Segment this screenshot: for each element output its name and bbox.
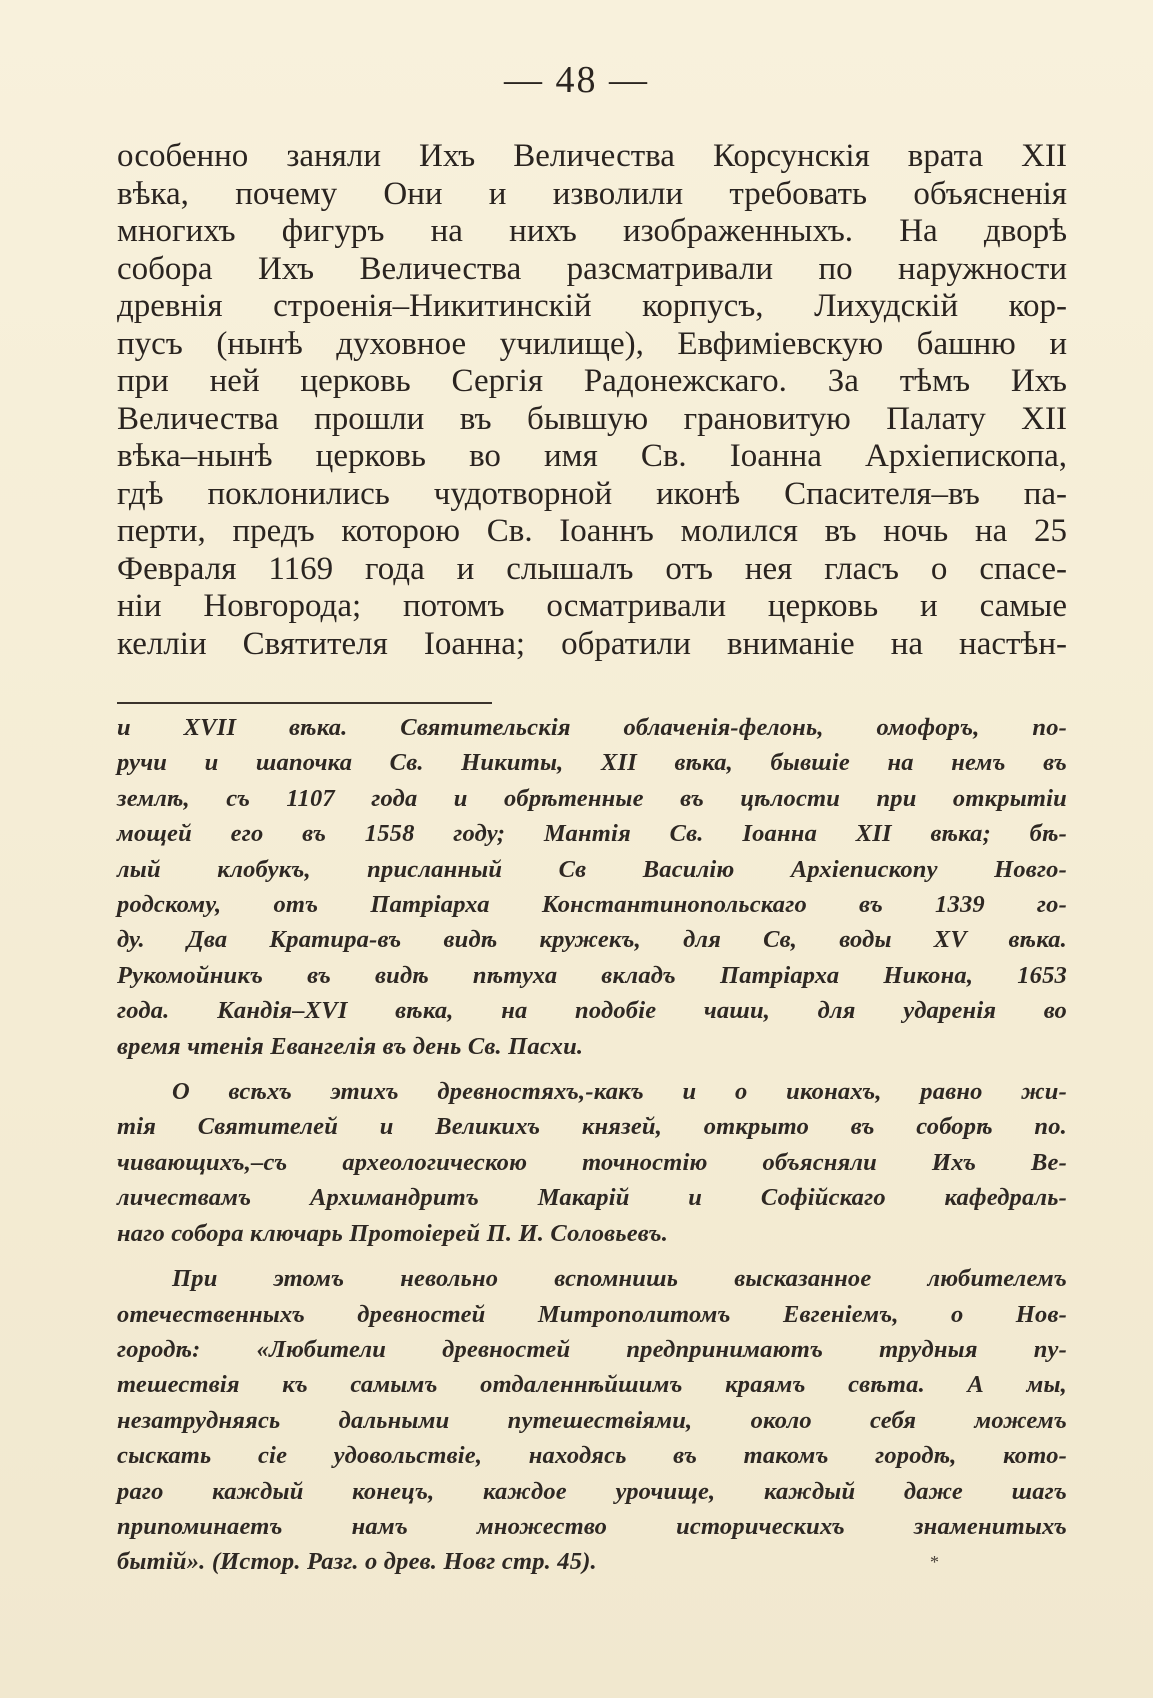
footnote-line: отечественныхъ древностей Митрополитомъ Евгеніемъ, о Нов-: [117, 1300, 1067, 1328]
footnote-line: года. Кандія–XVI вѣка, на подобіе чаши, для ударенія во: [117, 997, 1067, 1025]
text-line: пусъ (нынѣ духовное училище), Евфиміевскую башню и: [117, 325, 1067, 362]
footnote-line: мощей его въ 1558 году; Мантія Св. Іоанна XII вѣка; бѣ-: [117, 820, 1067, 848]
paragraph-gap: [117, 1064, 1067, 1074]
footnote-line: О всѣхъ этихъ древностяхъ,-какъ и о иконахъ, равно жи-: [172, 1078, 1067, 1106]
text-line: собора Ихъ Величества разсматривали по наружности: [117, 250, 1067, 287]
footnote-separator: [117, 702, 492, 704]
footnote-line: ручи и шапочка Св. Никиты, XII вѣка, бывшіе на немъ въ: [117, 749, 1067, 777]
footnote-line: раго каждый конецъ, каждое урочище, каждый даже шагъ: [117, 1477, 1067, 1505]
footnote-line: городѣ: «Любители древностей предпринимаютъ трудныя пу-: [117, 1335, 1067, 1363]
footnote-line: припоминаетъ намъ множество историческихъ знаменитыхъ: [117, 1512, 1067, 1540]
footnote-line: тія Святителей и Великихъ князей, открыто въ соборѣ по.: [117, 1113, 1067, 1141]
text-line: древнія строенія–Никитинскій корпусъ, Лихудскій кор-: [117, 288, 1067, 324]
text-line: вѣка, почему Они и изволили требовать объясненія: [117, 175, 1067, 212]
footnote-line: Рукомойникъ въ видѣ пѣтуха вкладъ Патріарха Никона, 1653: [117, 961, 1067, 989]
paragraph-gap: [117, 1251, 1067, 1261]
footnote-line: личествамъ Архимандритъ Макарій и Софійскаго кафедраль-: [117, 1184, 1067, 1212]
footnote-paragraph: [117, 1074, 1067, 1251]
footnote-line: наго собора ключарь Протоіерей П. И. Соловьевъ.: [117, 1219, 669, 1247]
footnote-marker: *: [930, 1552, 939, 1572]
text-line: келліи Святителя Іоанна; обратили вниманіе на настѣн-: [117, 625, 1067, 662]
footnote-line: бытій». (Истор. Разг. о древ. Новг стр. 45).: [117, 1548, 597, 1576]
footnote-line: тешествія къ самымъ отдаленнѣйшимъ краямъ свѣта. А мы,: [117, 1371, 1067, 1399]
footnote-line: сыскать сіе удовольствіе, находясь въ такомъ городѣ, кото-: [117, 1442, 1067, 1470]
footnote-line: землѣ, съ 1107 года и обрѣтенные въ цѣлости при открытіи: [117, 784, 1067, 812]
footnote-line: и XVII вѣка. Святительскія облаченія-фелонь, омофоръ, по-: [117, 714, 1067, 741]
page-number: — 48 —: [504, 59, 649, 101]
footnote-paragraph: [117, 710, 1067, 1064]
text-line: Февраля 1169 года и слышалъ отъ нея гласъ о спасе-: [117, 550, 1067, 587]
footnote-line: При этомъ невольно вспомнишь высказанное любителемъ: [172, 1265, 1067, 1293]
footnote-line: лый клобукъ, присланный Св Василію Архіепископу Новго-: [117, 855, 1067, 883]
text-line: ніи Новгорода; потомъ осматривали церковь и самые: [117, 588, 1067, 624]
text-line: Величества прошли въ бывшую грановитую Палату XII: [117, 400, 1067, 437]
footnote-line: ду. Два Кратира-въ видѣ кружекъ, для Св, воды XV вѣка.: [117, 926, 1067, 954]
text-line: многихъ фигуръ на нихъ изображенныхъ. На дворѣ: [117, 213, 1067, 249]
footnote-line: родскому, отъ Патріарха Константинопольскаго въ 1339 го-: [117, 891, 1067, 919]
text-line: вѣка–нынѣ церковь во имя Св. Іоанна Архіепископа,: [117, 438, 1067, 474]
footnote: [117, 710, 1067, 1580]
footnote-line: чивающихъ,–съ археологическою точностію объясняли Ихъ Ве-: [117, 1148, 1067, 1176]
text-line: гдѣ поклонились чудотворной иконѣ Спасителя–въ па-: [117, 475, 1067, 512]
footnote-line: время чтенія Евангелія въ день Св. Пасхи.: [117, 1032, 584, 1060]
footnote-paragraph: [117, 1261, 1067, 1580]
text-line: перти, предъ которою Св. Іоаннъ молился въ ночь на 25: [117, 513, 1067, 549]
footnote-line: незатрудняясь дальными путешествіями, около себя можемъ: [117, 1406, 1067, 1434]
main-text: [117, 138, 1067, 663]
text-line: особенно заняли Ихъ Величества Корсунскія врата XII: [117, 138, 1067, 174]
text-line: при ней церковь Сергія Радонежскаго. За тѣмъ Ихъ: [117, 363, 1067, 399]
